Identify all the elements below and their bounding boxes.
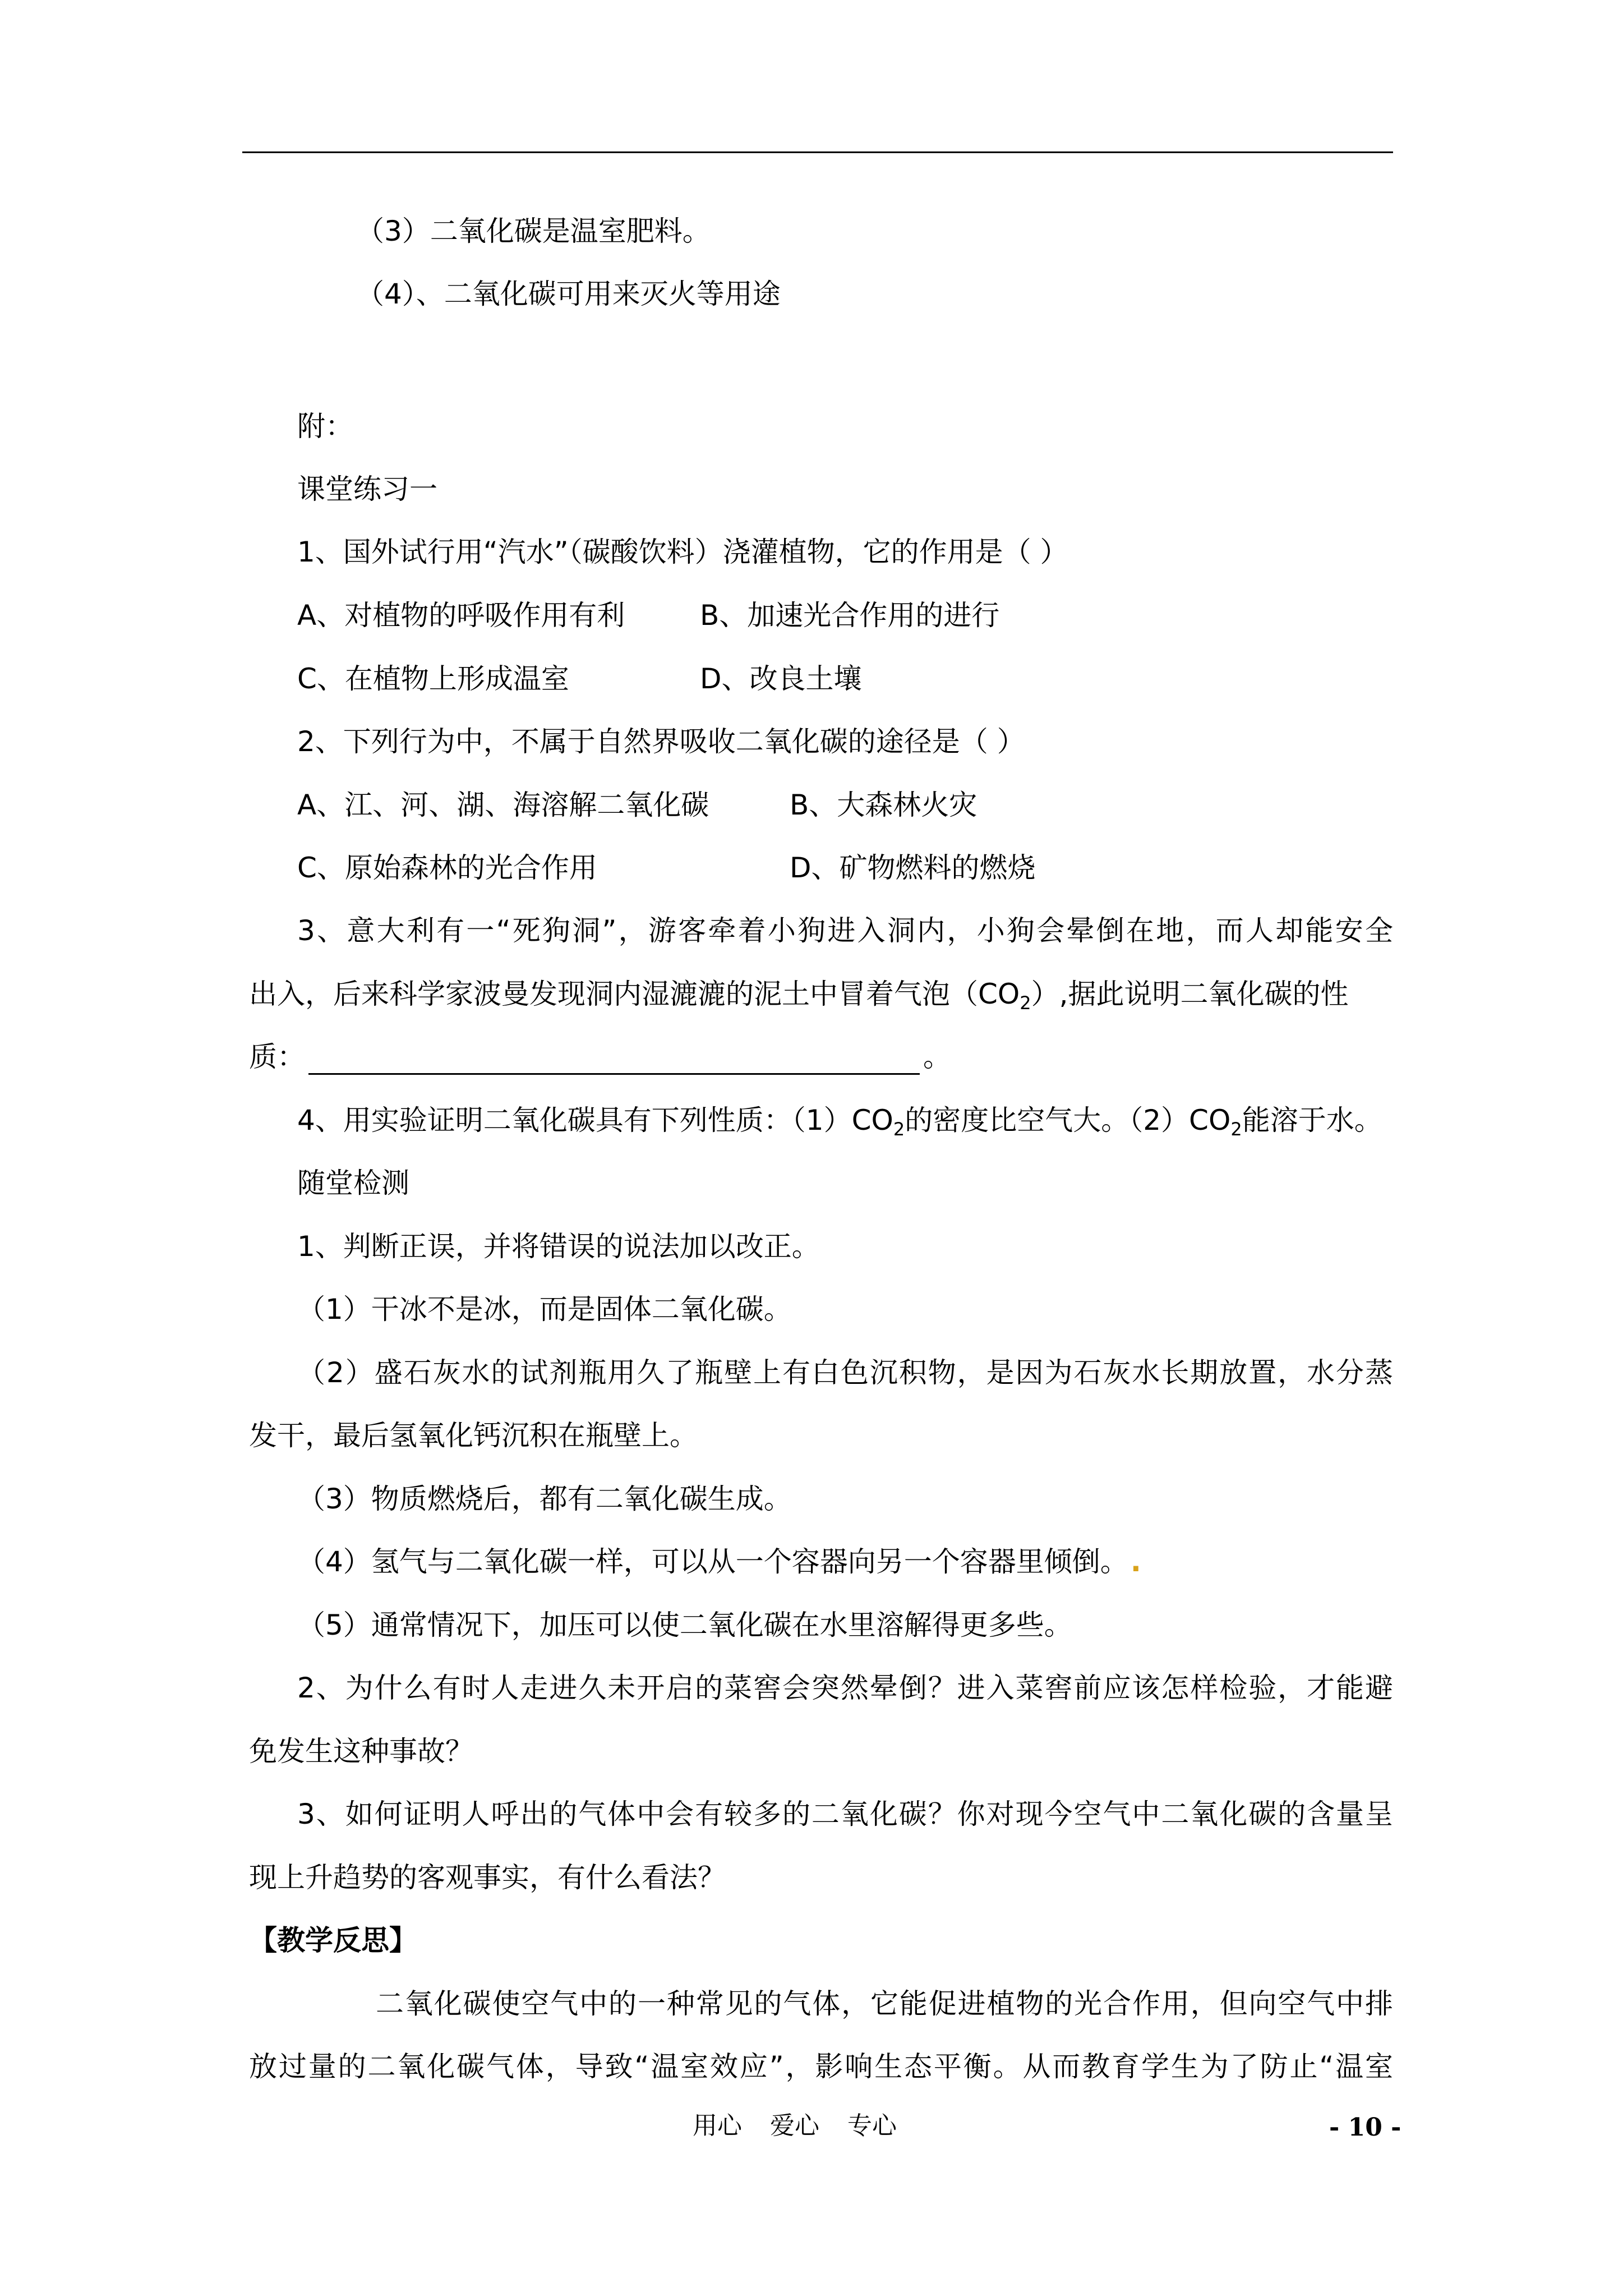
statement-4: （4）氢气与二氧化碳一样，可以从一个容器向另一个容器里倾倒。.: [297, 1544, 1141, 1580]
question-2: 2、为什么有时人走进久未开启的菜窖会突然晕倒？进入菜窖前应该怎样检验，才能避: [297, 1672, 1393, 1704]
text-line: （3）二氧化碳是温室肥料。: [356, 215, 711, 247]
question-4: 4、用实验证明二氧化碳具有下列性质：$(1)CO_2$的密度比空气大。$(2)CO_2$能溶于水。: [297, 1104, 1382, 1140]
footer-motto: 用心 爱心 专心: [693, 2111, 897, 2140]
option-d: D、改良土壤: [700, 662, 862, 695]
section-heading: 随堂检测: [297, 1167, 409, 1199]
question-1: 1、判断正误，并将错误的说法加以改正。: [297, 1230, 820, 1263]
mark: .: [1130, 1545, 1141, 1578]
reflection-text-cont: 放过量的二氧化碳气体，导致“温室效应”，影响生态平衡。从而教育学生为了防止“温室: [249, 2050, 1393, 2083]
option-a: A、江、河、湖、海溶解二氧化碳: [297, 789, 709, 821]
option-c: C、原始森林的光合作用: [297, 852, 597, 884]
statement-1: （1）干冰不是冰，而是固体二氧化碳。: [297, 1293, 792, 1326]
option-b: B、大森林火灾: [790, 789, 978, 821]
statement-5: （5）通常情况下，加压可以使二氧化碳在水里溶解得更多些。: [297, 1609, 1072, 1641]
question-2: 2、下列行为中，不属于自然界吸收二氧化碳的途径是（ ）: [297, 725, 1025, 758]
header-rule: [242, 151, 1393, 153]
question-3-answer: 质： 。: [249, 1039, 951, 1075]
answer-blank[interactable]: [308, 1046, 920, 1075]
option-a: A、对植物的呼吸作用有利: [297, 599, 625, 632]
option-b: B、加速光合作用的进行: [700, 599, 1000, 632]
page-number: - 10 -: [1329, 2113, 1401, 2142]
question-3-cont: 出入，后来科学家波曼发现洞内湿漉漉的泥土中冒着气泡$(CO_2)$,据此说明二氧化碳的性: [249, 978, 1349, 1014]
question-3: 3、如何证明人呼出的气体中会有较多的二氧化碳？你对现今空气中二氧化碳的含量呈: [297, 1798, 1393, 1830]
statement-2-cont: 发干，最后氢氧化钙沉积在瓶壁上。: [249, 1419, 698, 1452]
text-line: （4）、二氧化碳可用来灭火等用途: [356, 278, 781, 310]
statement-3: （3）物质燃烧后，都有二氧化碳生成。: [297, 1483, 792, 1515]
question-2-cont: 免发生这种事故？: [249, 1735, 473, 1768]
question-3: 3、意大利有一“死狗洞”，游客牵着小狗进入洞内，小狗会晕倒在地，而人却能安全: [297, 914, 1393, 947]
section-heading: 课堂练习一: [297, 473, 437, 505]
statement-2: （2）盛石灰水的试剂瓶用久了瓶壁上有白色沉积物，是因为石灰水长期放置，水分蒸: [297, 1356, 1393, 1389]
question-3-cont: 现上升趋势的客观事实，有什么看法？: [249, 1861, 726, 1894]
option-d: D、矿物燃料的燃烧: [790, 852, 1036, 884]
reflection-heading: 【教学反思】: [249, 1924, 417, 1957]
question-1: 1、国外试行用“汽水”（碳酸饮料）浇灌植物，它的作用是（ ）: [297, 536, 1068, 568]
option-c: C、在植物上形成温室: [297, 662, 569, 695]
text-line: 附：: [297, 410, 353, 443]
reflection-text: 二氧化碳使空气中的一种常见的气体，它能促进植物的光合作用，但向空气中排: [376, 1987, 1393, 2020]
